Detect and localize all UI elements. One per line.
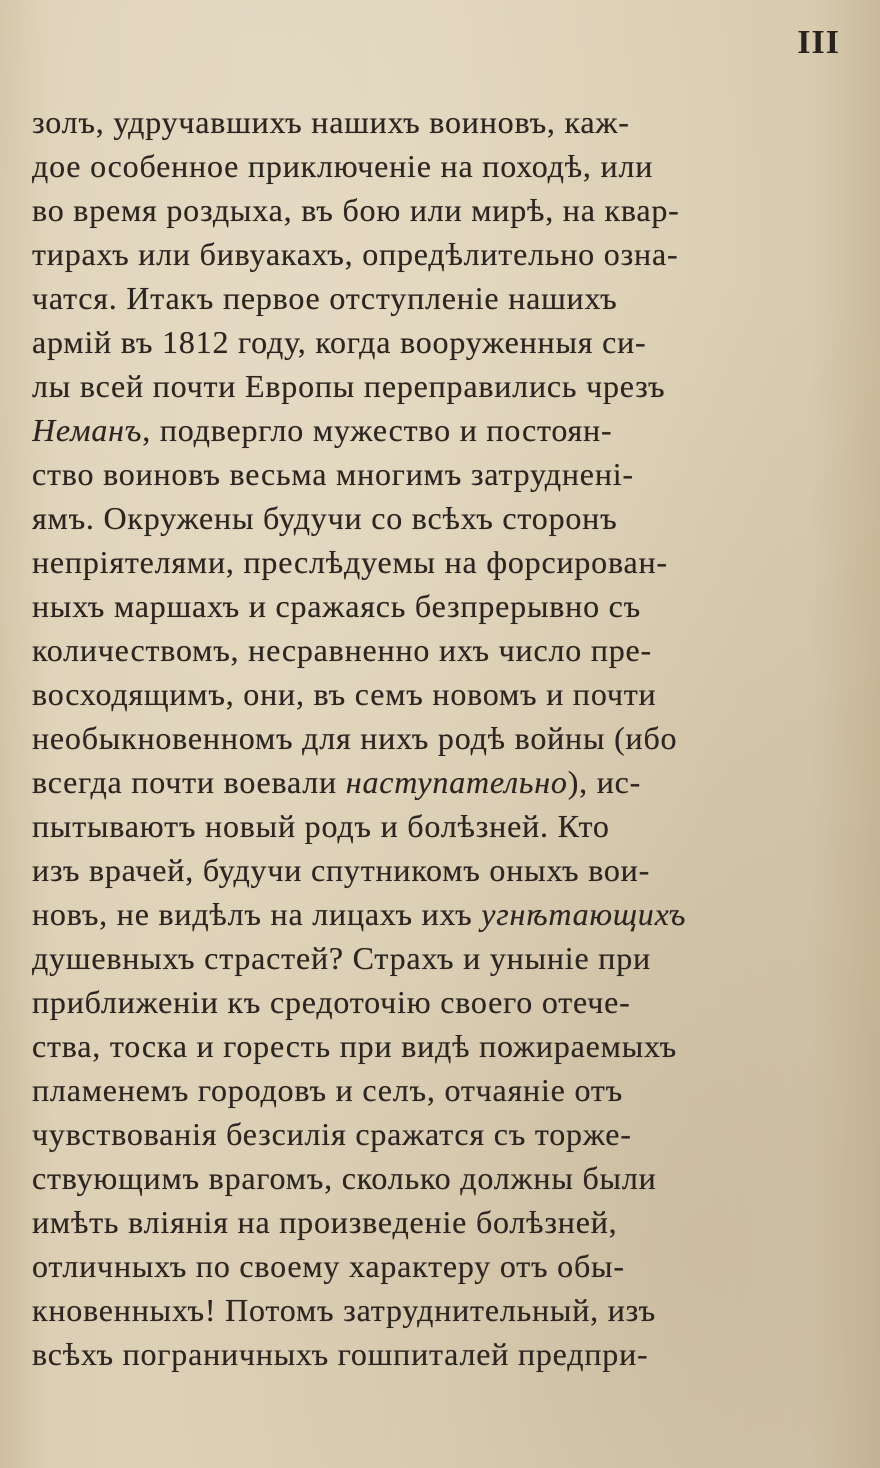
body-text xyxy=(32,100,840,1376)
text-span: восходящимъ, они, въ семъ новомъ и почти xyxy=(32,676,657,712)
text-line xyxy=(32,804,840,848)
text-span: армій въ 1812 году, когда вооруженныя си- xyxy=(32,324,647,360)
text-span: чувствованія безсилія сражатся съ торже- xyxy=(32,1116,632,1152)
text-span: ныхъ маршахъ и сражаясь безпрерывно съ xyxy=(32,588,642,624)
text-line xyxy=(32,276,840,320)
text-line xyxy=(32,892,840,936)
text-line xyxy=(32,1156,840,1200)
text-span: новъ, не видѣлъ на лицахъ ихъ xyxy=(32,896,482,932)
text-span: ямъ. Окружены будучи со всѣхъ сторонъ xyxy=(32,500,618,536)
text-line xyxy=(32,540,840,584)
text-span: пытываютъ новый родъ и болѣзней. Кто xyxy=(32,808,610,844)
text-line xyxy=(32,100,840,144)
italic-text-span: угнѣтающихъ xyxy=(481,896,687,932)
text-line xyxy=(32,452,840,496)
text-line xyxy=(32,980,840,1024)
text-line xyxy=(32,936,840,980)
text-span: тирахъ или бивуакахъ, опредѣлительно озна- xyxy=(32,236,679,272)
text-span: ), ис- xyxy=(567,764,642,800)
text-span: всегда почти воевали xyxy=(32,764,346,800)
italic-text-span: Неманъ xyxy=(32,412,143,448)
text-line xyxy=(32,628,840,672)
text-span: необыкновенномъ для нихъ родѣ войны (ибо xyxy=(32,720,678,756)
text-span: , подвергло мужество и постоян- xyxy=(142,412,613,448)
text-span: ства, тоска и горесть при видѣ пожираемыхъ xyxy=(32,1028,677,1064)
text-line xyxy=(32,848,840,892)
text-line xyxy=(32,584,840,628)
text-line xyxy=(32,1024,840,1068)
text-span: золъ, удручавшихъ нашихъ воиновъ, каж- xyxy=(32,104,630,140)
text-line xyxy=(32,496,840,540)
text-span: отличныхъ по своему характеру отъ обы- xyxy=(32,1248,625,1284)
text-line xyxy=(32,1288,840,1332)
text-line xyxy=(32,1244,840,1288)
text-span: ствующимъ врагомъ, сколько должны были xyxy=(32,1160,657,1196)
text-span: приближеніи къ средоточію своего отече- xyxy=(32,984,631,1020)
text-line xyxy=(32,672,840,716)
text-span: имѣть вліянія на произведеніе болѣзней, xyxy=(32,1204,618,1240)
text-line xyxy=(32,1332,840,1376)
text-span: количествомъ, несравненно ихъ число пре- xyxy=(32,632,652,668)
text-line xyxy=(32,1112,840,1156)
page-number: III xyxy=(797,24,840,61)
text-span: лы всей почти Европы переправились чрезъ xyxy=(32,368,666,404)
text-line xyxy=(32,1200,840,1244)
text-span: всѣхъ пограничныхъ гошпиталей предпри- xyxy=(32,1336,649,1372)
text-line xyxy=(32,232,840,276)
text-span: ство воиновъ весьма многимъ затрудненi- xyxy=(32,456,634,492)
text-line xyxy=(32,760,840,804)
text-line xyxy=(32,364,840,408)
text-span: изъ врачей, будучи спутникомъ оныхъ вои- xyxy=(32,852,651,888)
text-span: душевныхъ страстей? Страхъ и уныніе при xyxy=(32,940,651,976)
text-line xyxy=(32,716,840,760)
text-span: дое особенное приключеніе на походѣ, или xyxy=(32,148,654,184)
text-span: непріятелями, преслѣдуемы на форсирован- xyxy=(32,544,668,580)
text-span: кновенныхъ! Потомъ затруднительный, изъ xyxy=(32,1292,656,1328)
text-line xyxy=(32,320,840,364)
text-span: пламенемъ городовъ и селъ, отчаяніе отъ xyxy=(32,1072,623,1108)
text-line xyxy=(32,188,840,232)
italic-text-span: наступательно xyxy=(345,764,568,800)
text-span: чатся. Итакъ первое отступленіе нашихъ xyxy=(32,280,618,316)
text-span: во время роздыха, въ бою или мирѣ, на квар- xyxy=(32,192,680,228)
text-line xyxy=(32,1068,840,1112)
text-line xyxy=(32,408,840,452)
text-line xyxy=(32,144,840,188)
